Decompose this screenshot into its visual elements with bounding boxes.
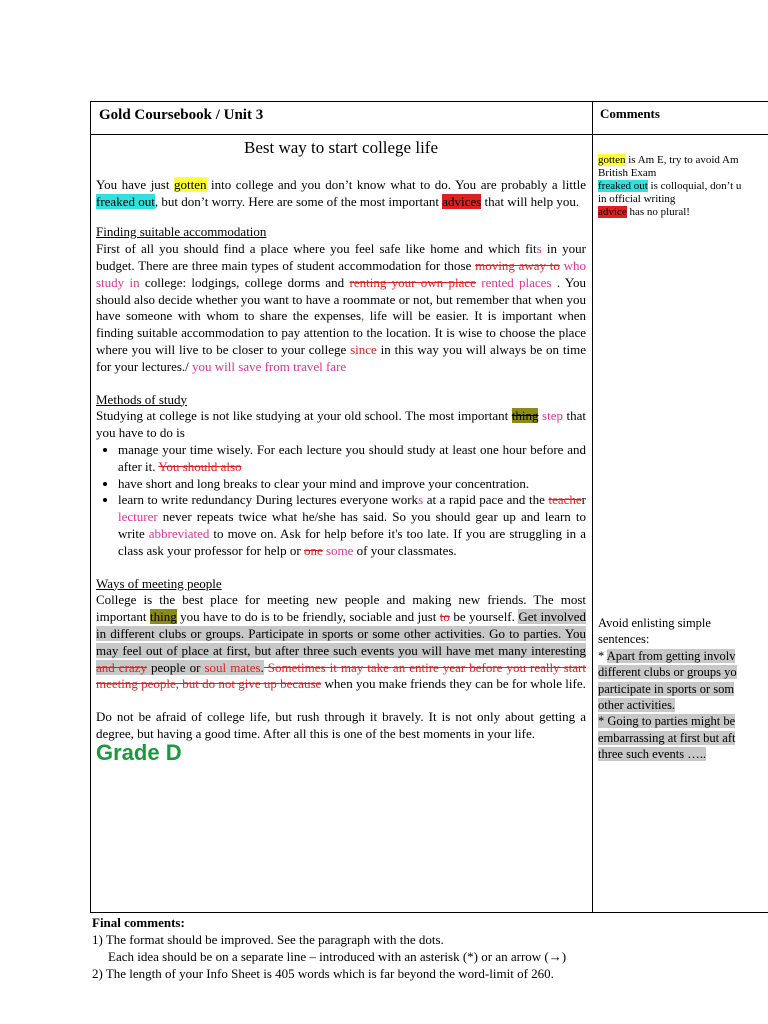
accommodation-paragraph bbox=[96, 241, 586, 375]
deletion: moving away to bbox=[475, 257, 560, 273]
highlight-thing: thing bbox=[149, 609, 177, 625]
final-comments-title: Final comments: bbox=[92, 915, 185, 930]
comment-highlight: advice bbox=[598, 206, 627, 218]
insertion: step bbox=[538, 408, 563, 424]
comment-highlight: participate in sports or som bbox=[598, 681, 735, 696]
comment-highlight: three such events ….. bbox=[598, 747, 706, 762]
text: that you have to do is bbox=[96, 408, 586, 441]
essay-body bbox=[96, 138, 587, 765]
insertion: s bbox=[536, 241, 542, 257]
highlight-freaked-out: freaked out bbox=[96, 193, 155, 209]
conclusion-paragraph: Do not be afraid of college life, but rush through it bravely. It is not only about getting a degree, but having a good time. After all this is one of the best moments in your life. bbox=[96, 709, 586, 741]
deletion: You should also bbox=[158, 458, 242, 474]
insertion: soul mates bbox=[204, 659, 261, 675]
final-comments bbox=[92, 914, 762, 982]
deletion: to bbox=[439, 609, 450, 625]
section-heading-methods: Methods of study bbox=[96, 391, 187, 407]
insertion: lecturer bbox=[118, 509, 158, 525]
comment-highlight: freaked out bbox=[598, 180, 648, 192]
insertion: abbreviated bbox=[148, 525, 210, 541]
comment-highlight: other activities. bbox=[598, 698, 676, 713]
comment-text: Avoid enlisting simple bbox=[598, 616, 711, 630]
comment-text: in official writing bbox=[598, 193, 676, 205]
text: be yourself. bbox=[449, 609, 519, 625]
comment-highlight: different clubs or groups yo bbox=[598, 665, 737, 680]
text: in your budget. There are three main types of student accommodation for those bbox=[96, 241, 586, 273]
comments-column-bottom bbox=[598, 615, 768, 763]
insertion: who study in bbox=[96, 257, 587, 290]
column-divider bbox=[592, 102, 593, 912]
text: Studying at college is not like studying at your old school. The most important bbox=[96, 408, 512, 424]
insertion: s bbox=[418, 492, 424, 508]
text: , but don’t worry. Here are some of the most important bbox=[154, 193, 443, 209]
section-heading-accommodation: Finding suitable accommodation bbox=[96, 224, 267, 240]
final-comment-line: Each idea should be on a separate line – introduced with an asterisk (*) or an arrow (→) bbox=[108, 949, 567, 964]
highlight-gray: Get involved in different clubs or groups. Participate in sports or some other activities. Go to parties. You may feel out of place at first, but after three such events you will have met many interesting bbox=[96, 609, 587, 658]
section-heading-meeting: Ways of meeting people bbox=[96, 575, 222, 591]
deletion: renting your own place bbox=[349, 274, 476, 290]
final-comment-line: 2) The length of your Info Sheet is 405 words which is far beyond the word-limit of 260. bbox=[92, 966, 554, 981]
comment-text: is colloquial, don’t u bbox=[647, 180, 742, 192]
comment-highlight: Apart from getting involv bbox=[606, 648, 736, 663]
list-item bbox=[118, 492, 586, 559]
text: in this way you will always be on time for your lectures./ bbox=[96, 341, 586, 374]
text: at a rapid pace and the bbox=[423, 492, 549, 508]
deletion: Sometimes it may take an entire year before you really start meeting people, but do not give up because bbox=[96, 659, 586, 692]
insertion: you will save from travel fare bbox=[192, 358, 347, 374]
text: into college and you don’t know what to do. You are probably a little bbox=[206, 176, 586, 192]
comments-column-top bbox=[598, 154, 768, 219]
text: never repeats twice what he/she has said. So you should gear up and learn to write bbox=[118, 509, 586, 541]
text: r bbox=[581, 492, 586, 508]
final-comment-line: 1) The format should be improved. See the paragraph with the dots. bbox=[92, 932, 444, 947]
methods-list bbox=[96, 442, 586, 560]
text: of your classmates. bbox=[353, 542, 457, 558]
highlight-gray: . bbox=[260, 659, 264, 675]
insertion: some bbox=[322, 542, 354, 558]
insertion: , bbox=[361, 308, 365, 324]
comment-highlight: embarrassing at first but aft bbox=[598, 730, 736, 745]
insertion: rented places bbox=[475, 274, 557, 290]
text: college: lodgings, college dorms and bbox=[139, 274, 350, 290]
essay-title: Best way to start college life bbox=[243, 138, 439, 157]
comment-highlight: gotten bbox=[598, 154, 626, 166]
comment-text: sentences: bbox=[598, 632, 650, 647]
highlight-thing: thing bbox=[511, 408, 539, 424]
methods-paragraph bbox=[96, 408, 586, 442]
deletion: teache bbox=[548, 492, 582, 508]
deletion: and crazy bbox=[96, 659, 147, 675]
text: College is the best place for meeting new people and making new friends. The most important bbox=[96, 592, 586, 625]
text: . You should also decide whether you want to have a roommate or not, but remember that when you have someone with whom to share the expenses bbox=[96, 274, 587, 324]
grade-label: Grade D bbox=[96, 739, 182, 765]
text: have short and long breaks to clear your mind and improve your concentration. bbox=[118, 475, 530, 491]
text: life will be easier. It is important when finding suitable accommodation to pay attention to the location. It is wise to choose the place where you will live to be closer to your college bbox=[96, 308, 586, 357]
comment-text: is Am E, try to avoid Am bbox=[625, 154, 739, 166]
text: when you make friends they can be for whole life. bbox=[321, 676, 586, 692]
comment-text: British Exam bbox=[598, 167, 657, 179]
meeting-paragraph bbox=[96, 592, 586, 693]
highlight-gotten: gotten bbox=[174, 176, 207, 192]
comment-text: * bbox=[598, 648, 607, 663]
text: First of all you should find a place where you feel safe like home and which fit bbox=[96, 241, 537, 257]
marked-word: since bbox=[350, 341, 377, 357]
list-item bbox=[118, 442, 586, 476]
text: you have to do is to be friendly, sociable and just bbox=[176, 609, 440, 625]
coursebook-header: Gold Coursebook / Unit 3 bbox=[99, 107, 264, 123]
header-divider bbox=[91, 134, 768, 135]
text: You have just bbox=[96, 176, 175, 192]
deletion: one bbox=[303, 542, 323, 558]
text: to move on. Ask for help before it's too late. If you are struggling in a class ask your professor for help or bbox=[118, 525, 586, 558]
highlight-gray: people or bbox=[146, 659, 205, 675]
comment-highlight: * Going to parties might be bbox=[598, 714, 736, 729]
intro-paragraph bbox=[96, 177, 586, 211]
highlight-advices: advices bbox=[442, 193, 482, 209]
text: learn to write redundancy During lectures everyone work bbox=[118, 492, 419, 508]
list-item bbox=[118, 476, 586, 493]
text: manage your time wisely. For each lecture you should study at least one hour before and after it. bbox=[118, 441, 586, 474]
comment-text: has no plural! bbox=[626, 206, 690, 218]
text: that will help you. bbox=[481, 193, 580, 209]
document-table bbox=[90, 101, 768, 913]
comments-header: Comments bbox=[600, 106, 660, 121]
